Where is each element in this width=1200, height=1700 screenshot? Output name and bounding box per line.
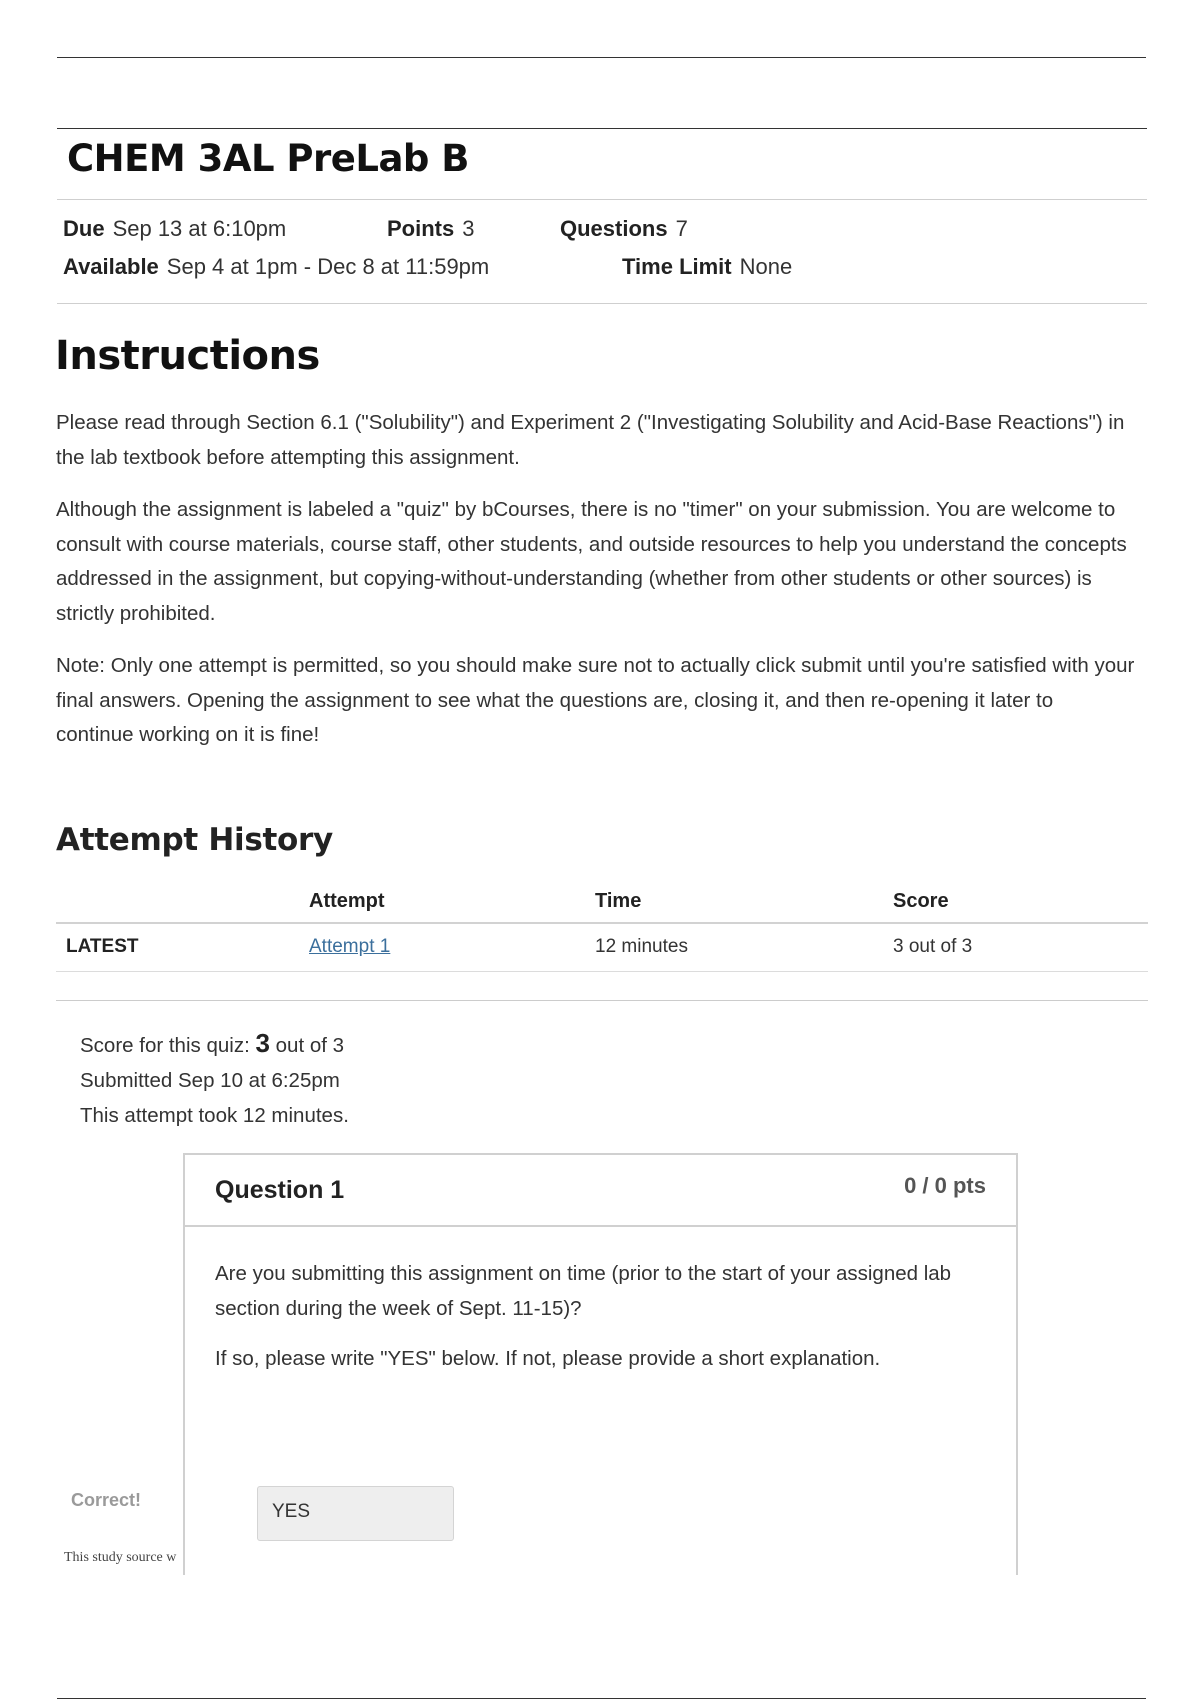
attempt-cell: [309, 923, 595, 971]
instructions-paragraph: Note: Only one attempt is permitted, so you should make sure not to actually click submit until you're satisfied with your final answers. Opening the assignment to see what the questions are, closing it, and then re-opening it later to continue working on it is fine!: [56, 654, 1135, 746]
questions-label: Questions: [560, 216, 668, 241]
question-card: [183, 1153, 1018, 1575]
instructions-paragraph: Although the assignment is labeled a "quiz" by bCourses, there is no "timer" on your submission. You are welcome to consult with course materials, course staff, other students, and outside resources to help you understand the concepts addressed in the assignment, but copying-without-understanding (whether from other students or other sources) is strictly prohibited.: [56, 498, 1127, 625]
column-header-time: Time: [595, 880, 893, 923]
points-value: 3: [462, 216, 475, 241]
available-label: Available: [63, 254, 159, 279]
question-text: If so, please write "YES" below. If not, please provide a short explanation.: [215, 1347, 881, 1370]
column-header-score: Score: [893, 880, 1148, 923]
question-text: Are you submitting this assignment on time (prior to the start of your assigned lab section during the week of Sept. 11-15)?: [215, 1262, 952, 1320]
score-summary: [80, 1026, 349, 1133]
due-value: Sep 13 at 6:10pm: [112, 216, 287, 241]
score-divider: [56, 1000, 1148, 1001]
duration-line: This attempt took 12 minutes.: [80, 1104, 349, 1127]
attempt-status: LATEST: [56, 923, 309, 971]
correct-label: Correct!: [71, 1490, 142, 1510]
question-body: [185, 1227, 1016, 1377]
quiz-title: CHEM 3AL PreLab B: [67, 137, 470, 180]
study-source-watermark: This study source w: [64, 1550, 177, 1565]
score-value: 3: [255, 1028, 270, 1058]
column-header-attempt: Attempt: [309, 880, 595, 923]
points: [387, 216, 474, 242]
score-suffix: out of 3: [275, 1034, 345, 1057]
availability: [63, 254, 489, 280]
attempt-link[interactable]: Attempt 1: [309, 936, 391, 958]
instructions-heading: Instructions: [55, 333, 320, 379]
questions-value: 7: [675, 216, 688, 241]
attempt-score: 3 out of 3: [893, 923, 1148, 971]
due-label: Due: [63, 216, 105, 241]
column-header-status: [56, 880, 309, 923]
score-prefix: Score for this quiz:: [80, 1034, 250, 1057]
question-header: [185, 1155, 1016, 1227]
quiz-score-line: [80, 1026, 349, 1063]
header-bottom-divider: [57, 303, 1147, 304]
question-points: 0 / 0 pts: [904, 1173, 986, 1198]
quiz-header: [57, 128, 1147, 304]
answer-field: YES: [257, 1486, 454, 1541]
time-limit: [622, 254, 792, 280]
top-rule: [57, 57, 1146, 58]
attempt-history-table: [56, 880, 1148, 972]
questions-count: [560, 216, 688, 242]
time-limit-value: None: [739, 254, 793, 279]
instructions-text: [56, 406, 1136, 771]
available-value: Sep 4 at 1pm - Dec 8 at 11:59pm: [166, 254, 490, 279]
attempt-time: 12 minutes: [595, 923, 893, 971]
submitted-line: Submitted Sep 10 at 6:25pm: [80, 1069, 340, 1092]
attempt-history-heading: Attempt History: [56, 822, 333, 858]
points-label: Points: [387, 216, 455, 241]
question-title: Question 1: [215, 1176, 345, 1204]
bottom-rule: [57, 1698, 1146, 1699]
quiz-meta: [57, 200, 1147, 303]
time-limit-label: Time Limit: [622, 254, 732, 279]
due-date: [63, 216, 286, 242]
instructions-paragraph: Please read through Section 6.1 ("Solubility") and Experiment 2 ("Investigating Solubility and Acid-Base Reactions") in the lab textbook before attempting this assignment.: [56, 411, 1125, 469]
table-row: [56, 923, 1148, 971]
table-header-row: [56, 880, 1148, 923]
